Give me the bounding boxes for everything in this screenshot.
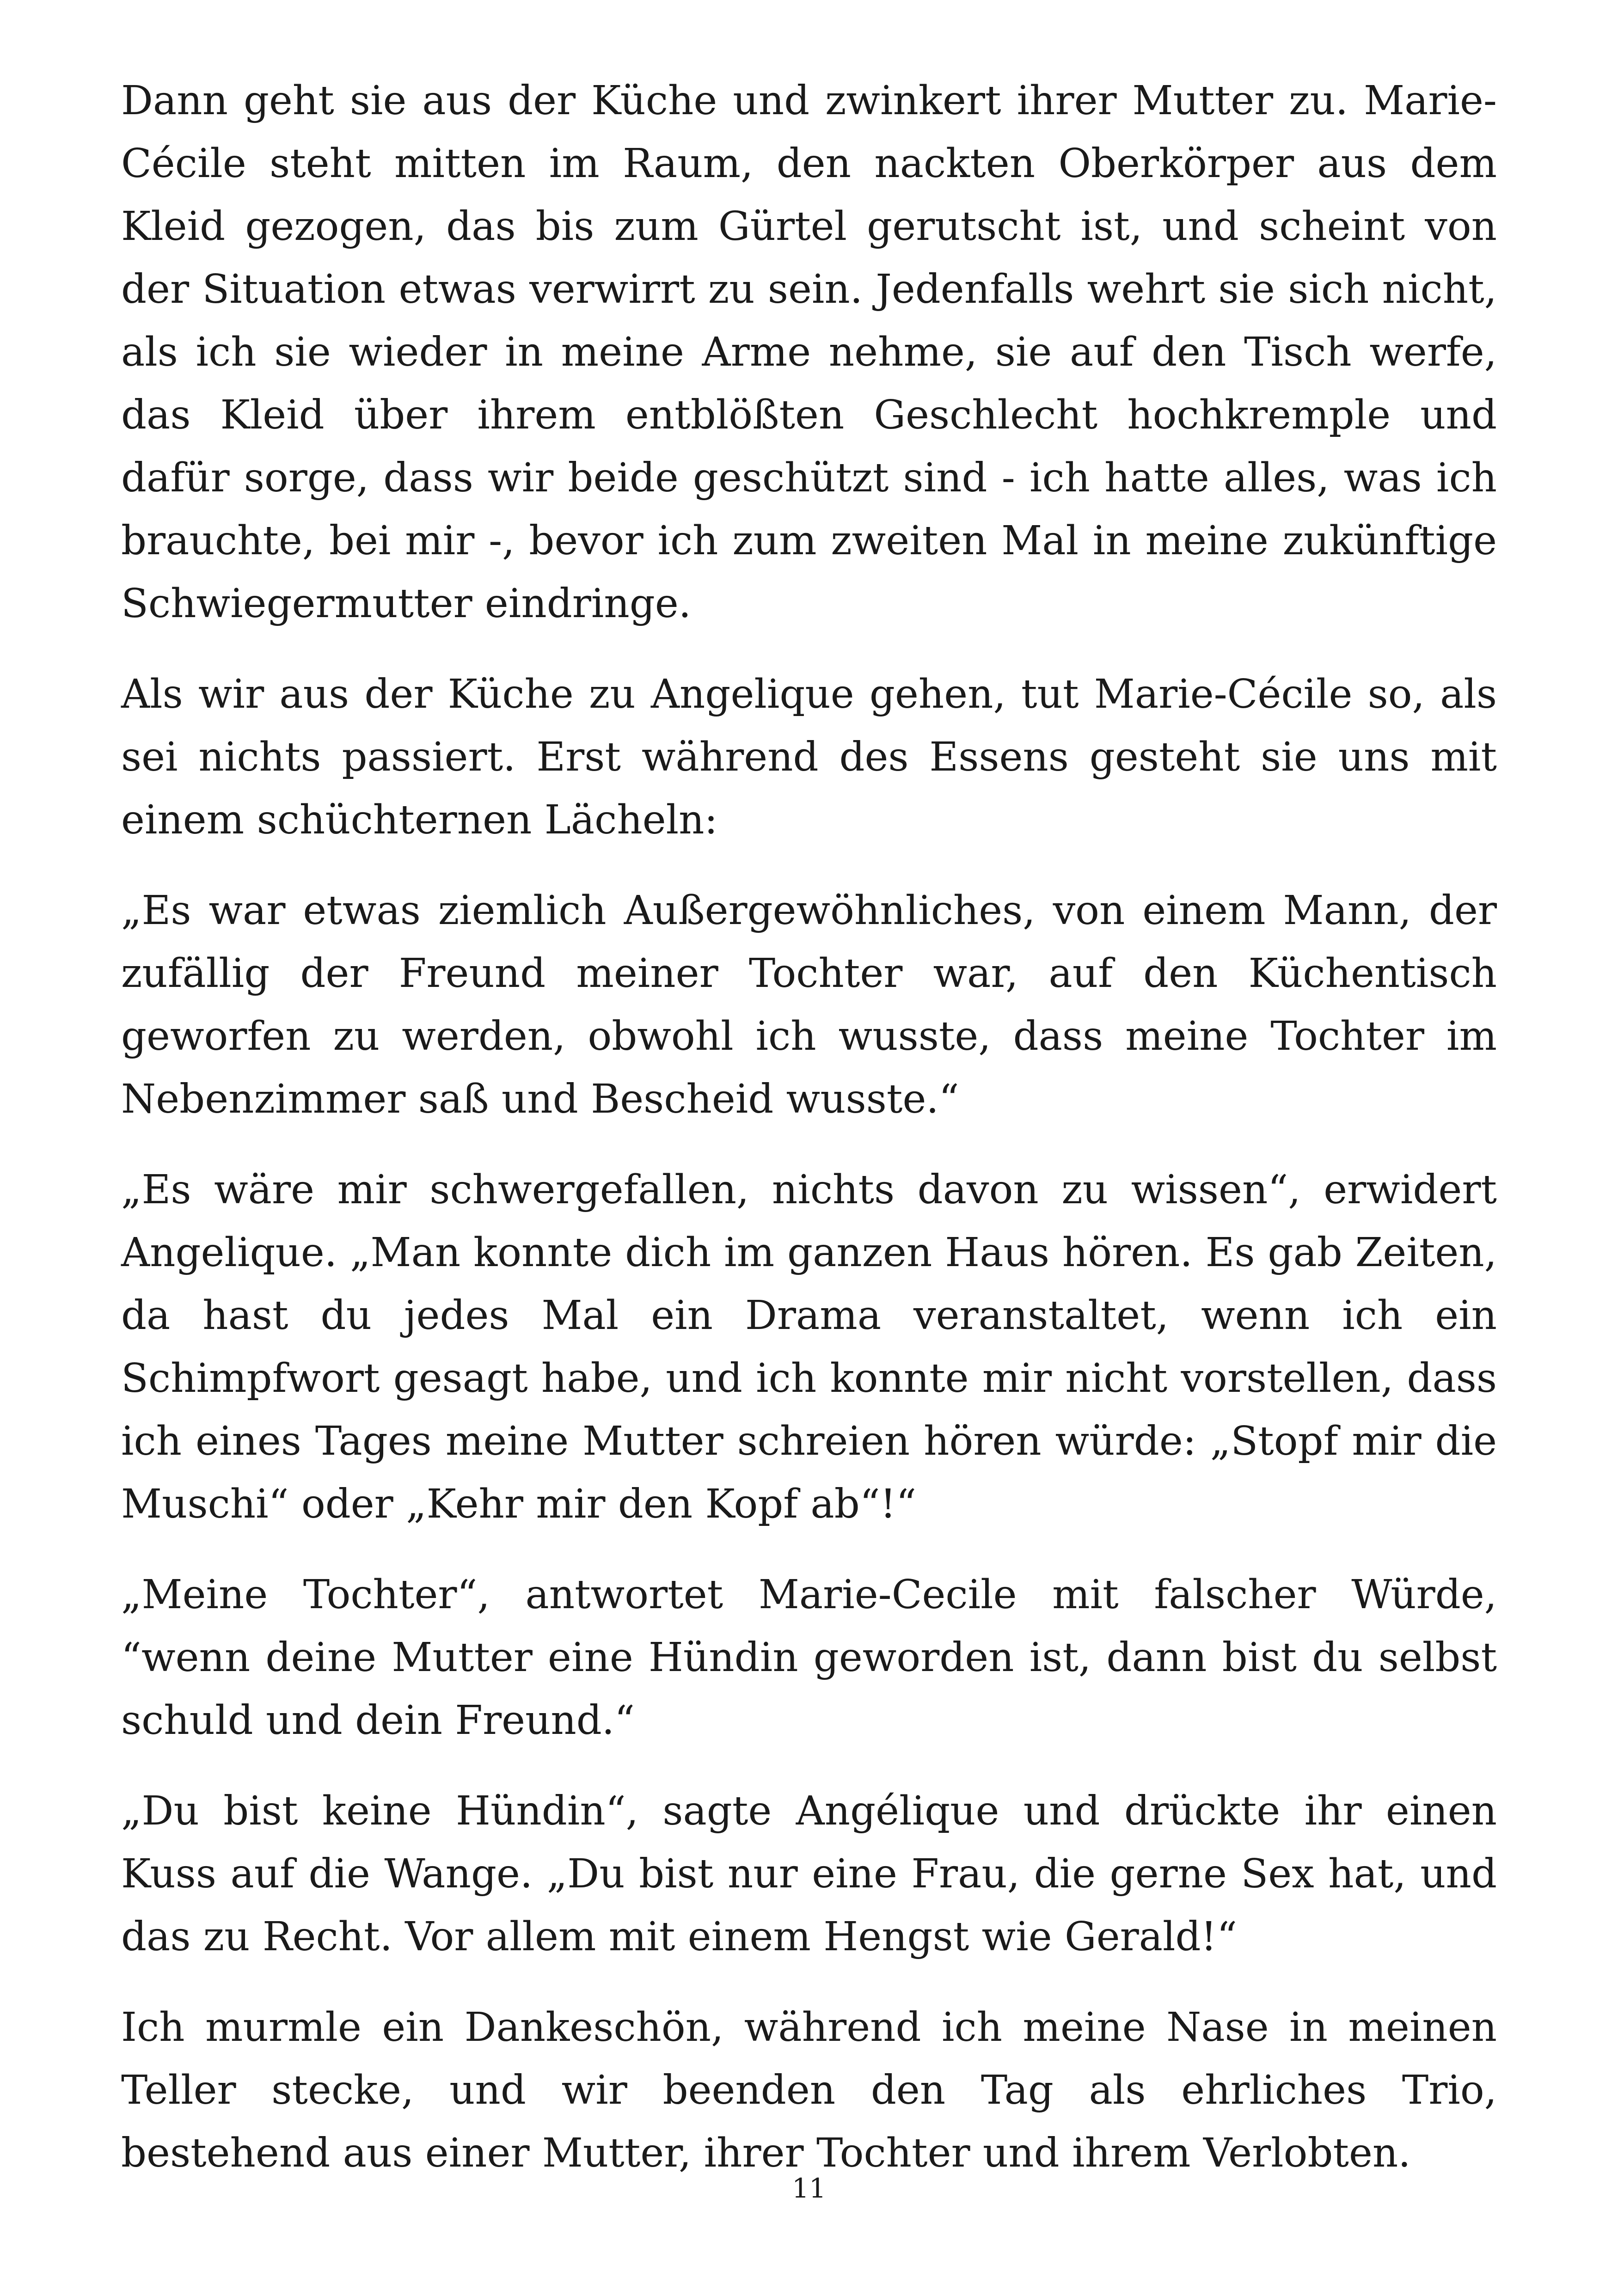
paragraph-2: Als wir aus der Küche zu Angelique gehen, tut Marie-Cécile so, als sei nichts passiert. Erst während des Essens gesteht sie uns mit einem schüchternen Lächeln:: [121, 671, 1497, 843]
paragraph-6: „Du bist keine Hündin“, sagte Angélique und drückte ihr einen Kuss auf die Wange. „Du bist nur eine Frau, die gerne Sex hat, und das zu Recht. Vor allem mit einem Hengst wie Gerald!“: [121, 1788, 1497, 1960]
paragraph-1: Dann geht sie aus der Küche und zwinkert ihrer Mutter zu. Marie-Cécile steht mitten im Raum, den nackten Oberkörper aus dem Kleid gezogen, das bis zum Gürtel gerutscht ist, und scheint von der Situation etwas verwirrt zu sein. Jedenfalls wehrt sie sich nicht, als ich sie wieder in meine Arme nehme, sie auf den Tisch werfe, das Kleid über ihrem entblößten Geschlecht hochkremple und dafür sorge, dass wir beide geschützt sind - ich hatte alles, was ich brauchte, bei mir -, bevor ich zum zweiten Mal in meine zukünftige Schwiegermutter eindringe.: [121, 78, 1497, 627]
paragraph-7: Ich murmle ein Dankeschön, während ich meine Nase in meinen Teller stecke, und wir beenden den Tag als ehrliches Trio, bestehend aus einer Mutter, ihrer Tochter und ihrem Verlobten.: [121, 2004, 1497, 2176]
paragraph-3: „Es war etwas ziemlich Außergewöhnliches, von einem Mann, der zufällig der Freund meiner Tochter war, auf den Küchentisch geworfen zu werden, obwohl ich wusste, dass meine Tochter im Nebenzimmer saß und Bescheid wusste.“: [121, 888, 1497, 1122]
page-number: 11: [792, 2173, 826, 2204]
paragraph-5: „Meine Tochter“, antwortet Marie-Cecile mit falscher Würde, “wenn deine Mutter eine Hündin geworden ist, dann bist du selbst schuld und dein Freund.“: [121, 1572, 1497, 1744]
body-text: [121, 69, 1497, 2212]
paragraph-4: „Es wäre mir schwergefallen, nichts davon zu wissen“, erwidert Angelique. „Man konnte dich im ganzen Haus hören. Es gab Zeiten, da hast du jedes Mal ein Drama veranstaltet, wenn ich ein Schimpfwort gesagt habe, und ich konnte mir nicht vorstellen, dass ich eines Tages meine Mutter schreien hören würde: „Stopf mir die Muschi“ oder „Kehr mir den Kopf ab“!“: [121, 1167, 1497, 1527]
